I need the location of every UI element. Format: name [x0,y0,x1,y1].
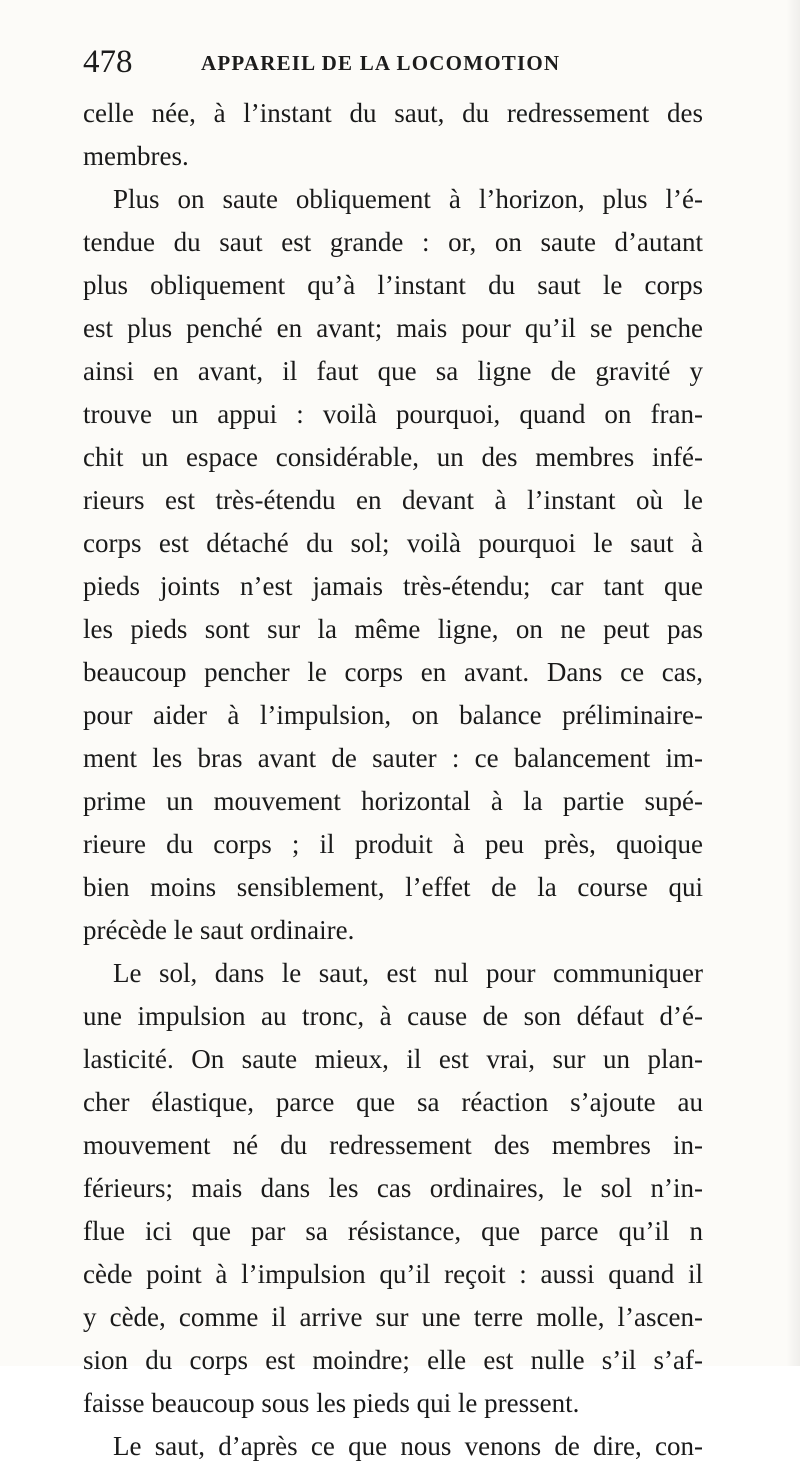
text-line: Le sol, dans le saut, est nul pour communiquer [113,958,703,988]
text-line: faisse beaucoup sous les pieds qui le pressent. [83,1388,580,1418]
text-line: chit un espace considérable, un des membres infé- [83,442,703,472]
text-line: flue ici que par sa résistance, que parce qu’il n [83,1216,703,1246]
text-line: mouvement né du redressement des membres in- [83,1130,703,1160]
text-line: sion du corps est moindre; elle est nulle s’il s’af- [83,1345,703,1375]
text-line: rieurs est très-étendu en devant à l’instant où le [83,485,703,515]
running-title: APPAREIL DE LA LOCOMOTION [201,51,561,75]
text-line: corps est détaché du sol; voilà pourquoi le saut à [83,528,703,558]
text-line: rieure du corps ; il produit à peu près, quoique [83,829,703,859]
text-line: est plus penché en avant; mais pour qu’il se penche [83,313,703,343]
text-line: pieds joints n’est jamais très-étendu; car tant que [83,571,703,601]
body-text [83,92,703,1468]
text-line: Plus on saute obliquement à l’horizon, plus l’é- [113,184,703,214]
text-line: précède le saut ordinaire. [83,915,355,945]
text-line: plus obliquement qu’à l’instant du saut le corps [83,270,703,300]
text-line: beaucoup pencher le corps en avant. Dans ce cas, [83,657,703,687]
text-line: ainsi en avant, il faut que sa ligne de gravité y [83,356,703,386]
text-line: pour aider à l’impulsion, on balance préliminaire- [83,700,703,730]
text-line: cède point à l’impulsion qu’il reçoit : aussi quand il [83,1259,703,1289]
text-line: les pieds sont sur la même ligne, on ne peut pas [83,614,703,644]
text-line: prime un mouvement horizontal à la partie supé- [83,786,703,816]
text-line: tendue du saut est grande : or, on saute d’autant [83,227,703,257]
text-line: y cède, comme il arrive sur une terre molle, l’ascen- [83,1302,703,1332]
text-line: férieurs; mais dans les cas ordinaires, le sol n’in- [83,1173,703,1203]
text-line: cher élastique, parce que sa réaction s’ajoute au [83,1087,703,1117]
page-number: 478 [83,44,133,80]
text-line: membres. [83,141,189,171]
text-line: trouve un appui : voilà pourquoi, quand on fran- [83,399,703,429]
text-line: lasticité. On saute mieux, il est vrai, sur un plan- [83,1044,703,1074]
running-head [83,42,703,82]
text-line: celle née, à l’instant du saut, du redressement des [83,98,703,128]
page-edge-shadow [786,0,800,1366]
text-line: ment les bras avant de sauter : ce balancement im- [83,743,703,773]
text-line: bien moins sensiblement, l’effet de la course qui [83,872,703,902]
text-line: Le saut, d’après ce que nous venons de dire, con- [113,1431,703,1461]
text-line: une impulsion au tronc, à cause de son défaut d’é- [83,1001,703,1031]
